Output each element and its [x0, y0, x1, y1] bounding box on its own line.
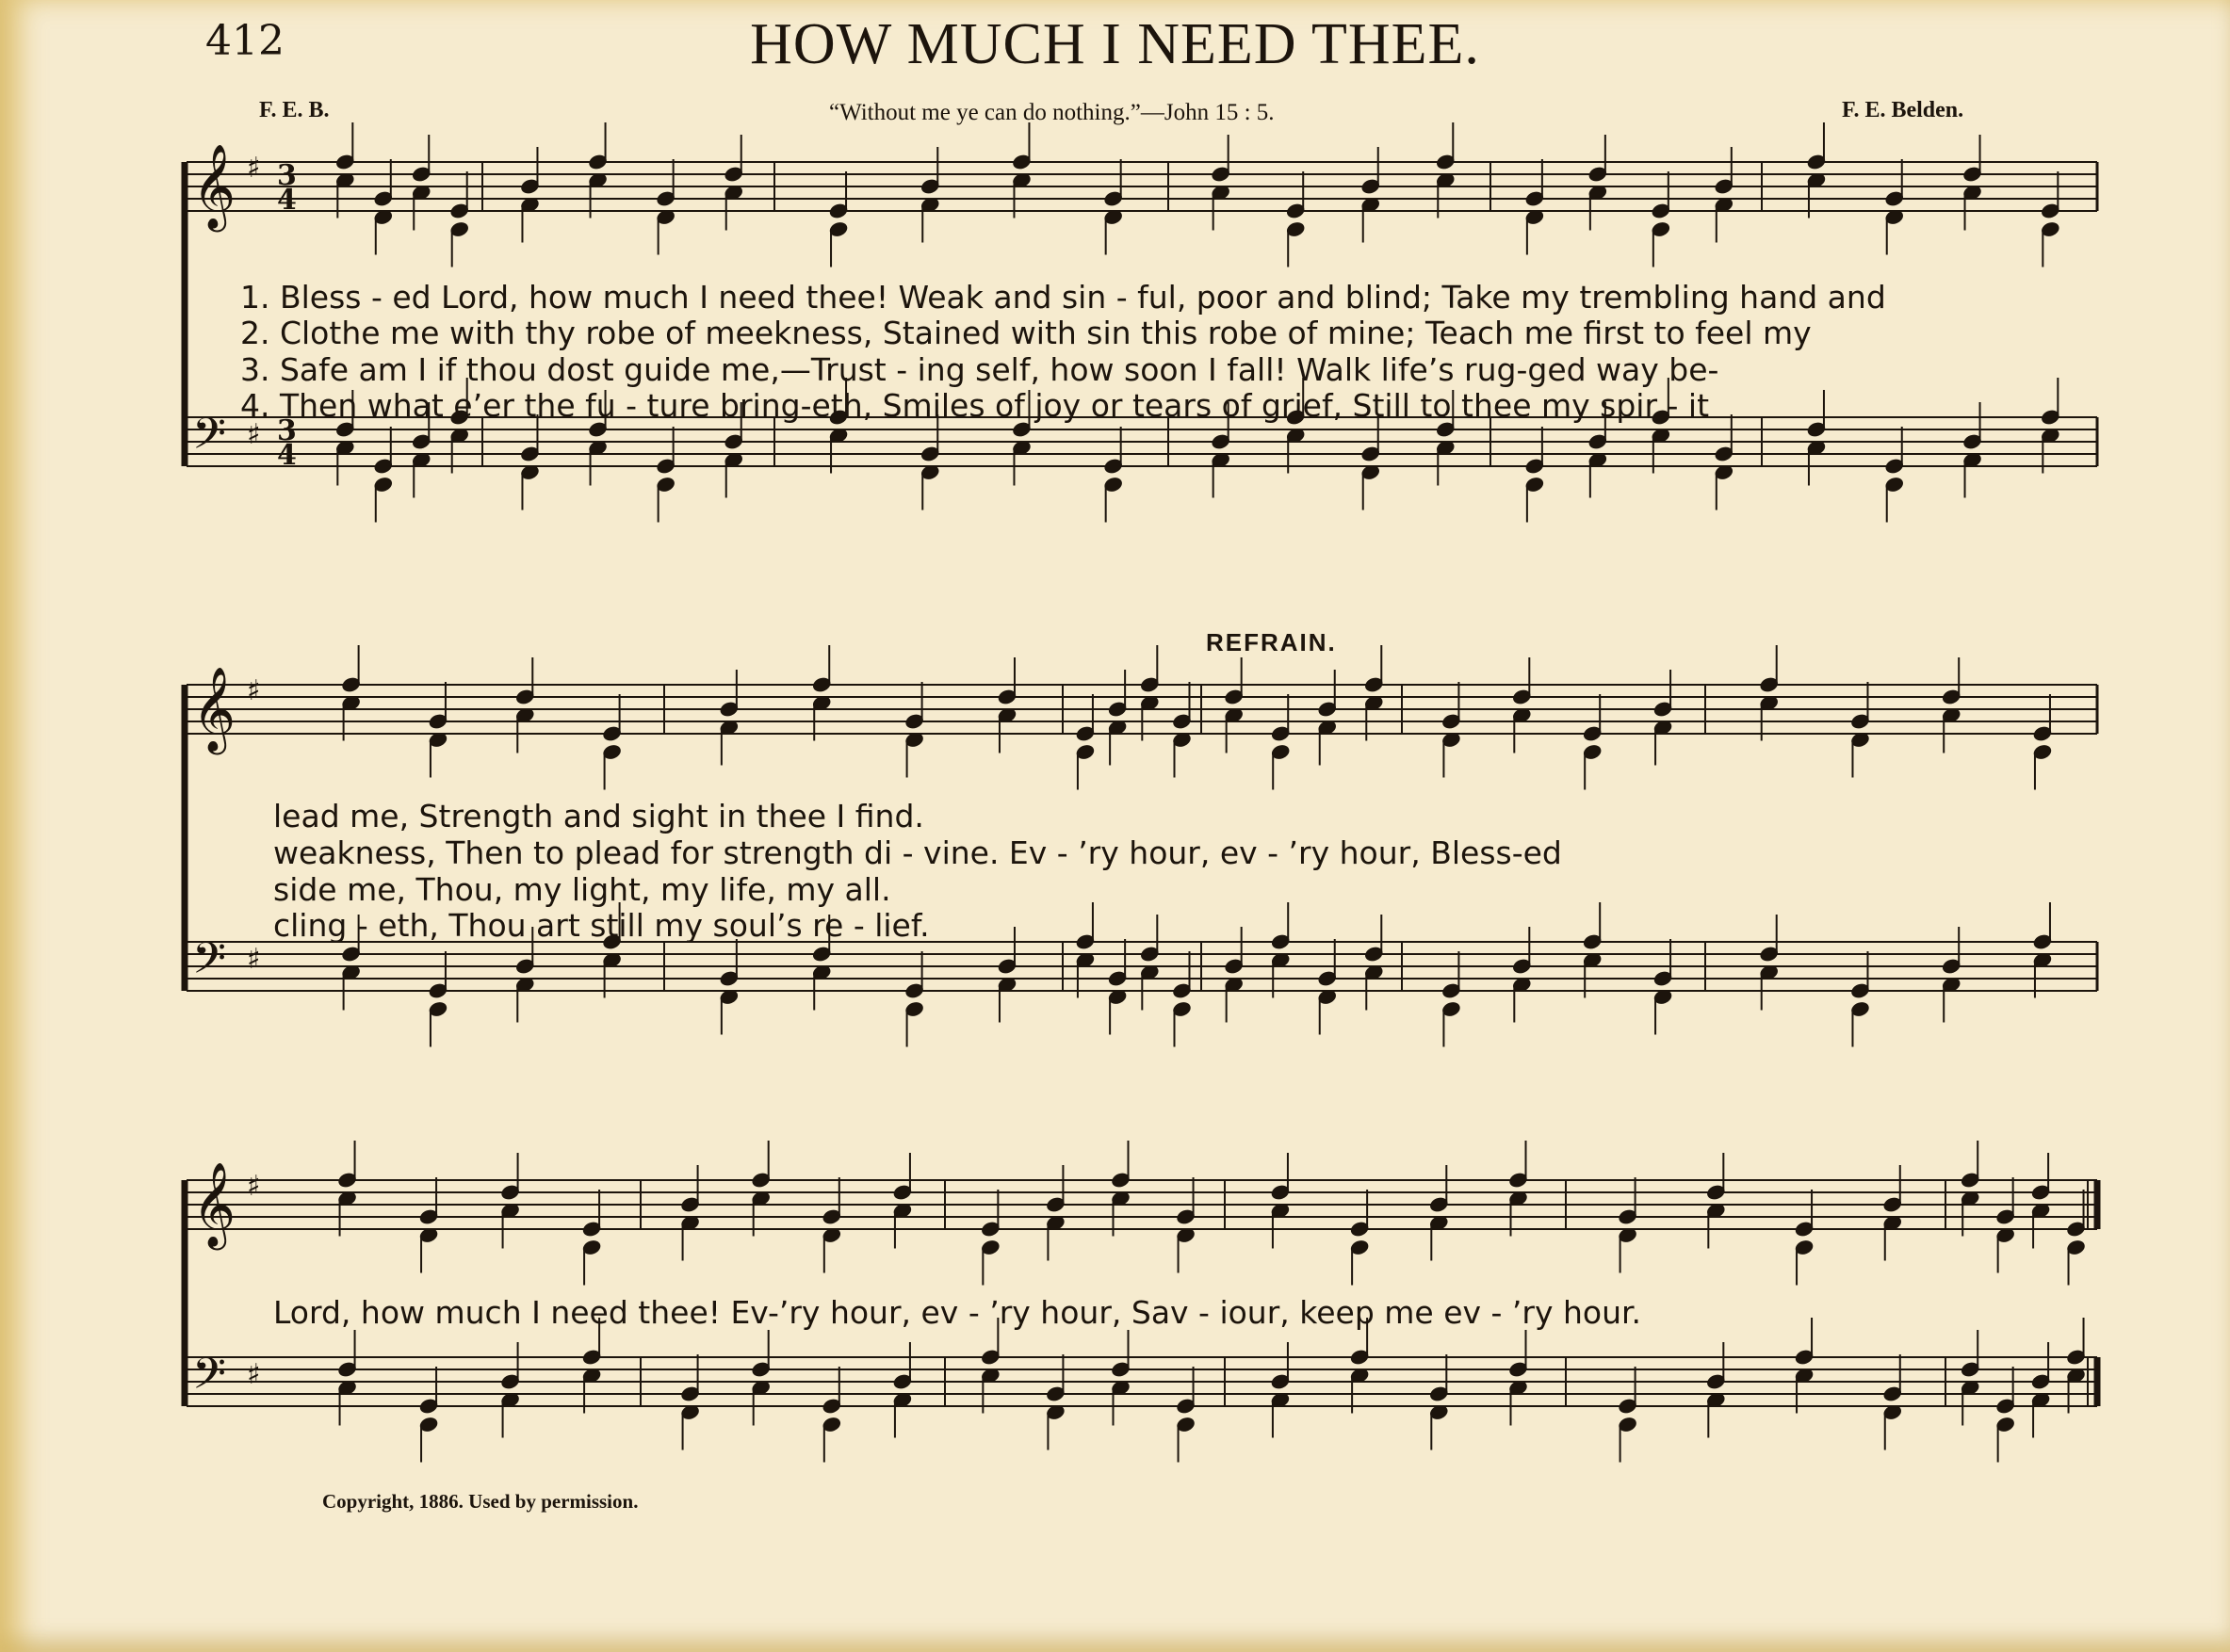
svg-text:𝄢: 𝄢: [192, 409, 227, 470]
refrain-label: REFRAIN.: [1206, 628, 1337, 656]
verse-2-end: weakness, Then to plead for strength di - vine. Ev - ’ry hour, ev - ’ry hour, Bless-ed: [273, 834, 1562, 871]
epigraph: “Without me ye can do nothing.”—John 15 : 5.: [829, 100, 1275, 125]
verse-4-end: cling - eth, Thou art still my soul’s re - lief.: [273, 907, 930, 944]
copyright-notice: Copyright, 1886. Used by permission.: [322, 1490, 639, 1513]
svg-text:♯: ♯: [247, 674, 261, 707]
verse-3-end: side me, Thou, my light, my life, my all.: [273, 871, 891, 908]
music-composer: F. E. Belden.: [1842, 98, 1964, 122]
verse-3-line: 3. Safe am I if thou dost guide me,—Trust - ing self, how soon I fall! Walk life’s rug-ged way be-: [240, 351, 1719, 388]
refrain-lyric: Lord, how much I need thee! Ev-’ry hour, ev - ’ry hour, Sav - iour, keep me ev - ’ry hour.: [273, 1294, 1642, 1331]
svg-text:3: 3: [277, 159, 297, 192]
page-number: 412: [205, 17, 285, 65]
svg-text:3: 3: [277, 414, 297, 447]
svg-text:4: 4: [277, 184, 297, 217]
verse-4-line: 4. Then what e’er the fu - ture bring-eth, Smiles of joy or tears of grief, Still to thee my spir - it: [240, 387, 1710, 424]
verse-1-line: 1. Bless - ed Lord, how much I need thee! Weak and sin - ful, poor and blind; Take my trembling hand and: [240, 279, 1886, 316]
svg-text:𝄞: 𝄞: [192, 144, 236, 229]
svg-text:♯: ♯: [247, 943, 261, 976]
svg-text:𝄢: 𝄢: [192, 1349, 227, 1410]
svg-text:4: 4: [277, 439, 297, 472]
svg-text:♯: ♯: [247, 418, 261, 451]
verse-2-line: 2. Clothe me with thy robe of meekness, Stained with sin this robe of mine; Teach me first to feel my: [240, 315, 1812, 351]
svg-text:𝄢: 𝄢: [192, 933, 227, 995]
svg-text:𝄞: 𝄞: [192, 667, 236, 752]
svg-text:♯: ♯: [247, 1170, 261, 1203]
hymn-title: HOW MUCH I NEED THEE.: [750, 12, 1480, 76]
words-author: F. E. B.: [259, 98, 330, 122]
svg-text:♯: ♯: [247, 152, 261, 185]
verse-1-end: lead me, Strength and sight in thee I find.: [273, 798, 924, 834]
svg-text:♯: ♯: [247, 1358, 261, 1391]
svg-text:𝄞: 𝄞: [192, 1162, 236, 1247]
